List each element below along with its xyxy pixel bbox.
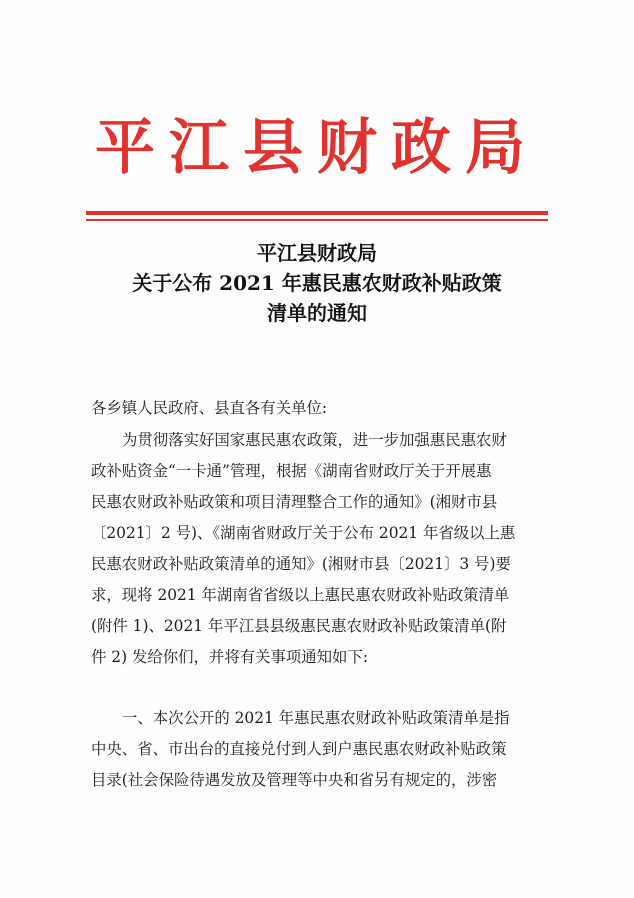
- paragraph-line: 目录(社会保险待遇发放及管理等中央和省另有规定的，涉密: [91, 771, 498, 789]
- document-title-line: 清单的通知: [267, 301, 367, 325]
- paragraph-line: 一、本次公开的 2021 年惠民惠农财政补贴政策清单是指: [122, 709, 510, 727]
- paragraph-line: 求，现将 2021 年湖南省省级以上惠民惠农财政补贴政策清单: [91, 586, 510, 604]
- document-title-line: 平江县财政局: [257, 241, 377, 265]
- paragraph-line: 政补贴资金“一卡通”管理，根据《湖南省财政厅关于开展惠: [91, 462, 492, 480]
- letterhead-red-rule-thin: [86, 219, 548, 221]
- paragraph-line: 为贯彻落实好国家惠民惠农政策，进一步加强惠民惠农财: [122, 431, 507, 449]
- letterhead-title: 平江县财政局: [95, 113, 539, 183]
- document-title-line: 关于公布 2021 年惠民惠农财政补贴政策: [132, 271, 502, 295]
- paragraph-1: [91, 425, 549, 673]
- paragraph-line: 民惠农财政补贴政策和项目清理整合工作的通知》(湘财市县: [91, 493, 498, 511]
- paragraph-line: (附件 1)、2021 年平江县县级惠民惠农财政补贴政策清单(附: [91, 617, 507, 635]
- paragraph-line: 民惠农财政补贴政策清单的通知》(湘财市县〔2021〕3 号)要: [91, 555, 511, 573]
- letterhead-red-rule-thick: [86, 211, 548, 215]
- paragraph-line: 中央、省、市出台的直接兑付到人到户惠民惠农财政补贴政策: [91, 740, 507, 758]
- document-title: [0, 238, 634, 328]
- salutation: 各乡镇人民政府、县直各有关单位:: [91, 399, 328, 417]
- paragraph-2: [91, 703, 549, 796]
- paragraph-line: 件 2) 发给你们，并将有关事项通知如下:: [91, 648, 369, 666]
- paragraph-line: 〔2021〕2 号)、《湖南省财政厅关于公布 2021 年省级以上惠: [91, 524, 516, 542]
